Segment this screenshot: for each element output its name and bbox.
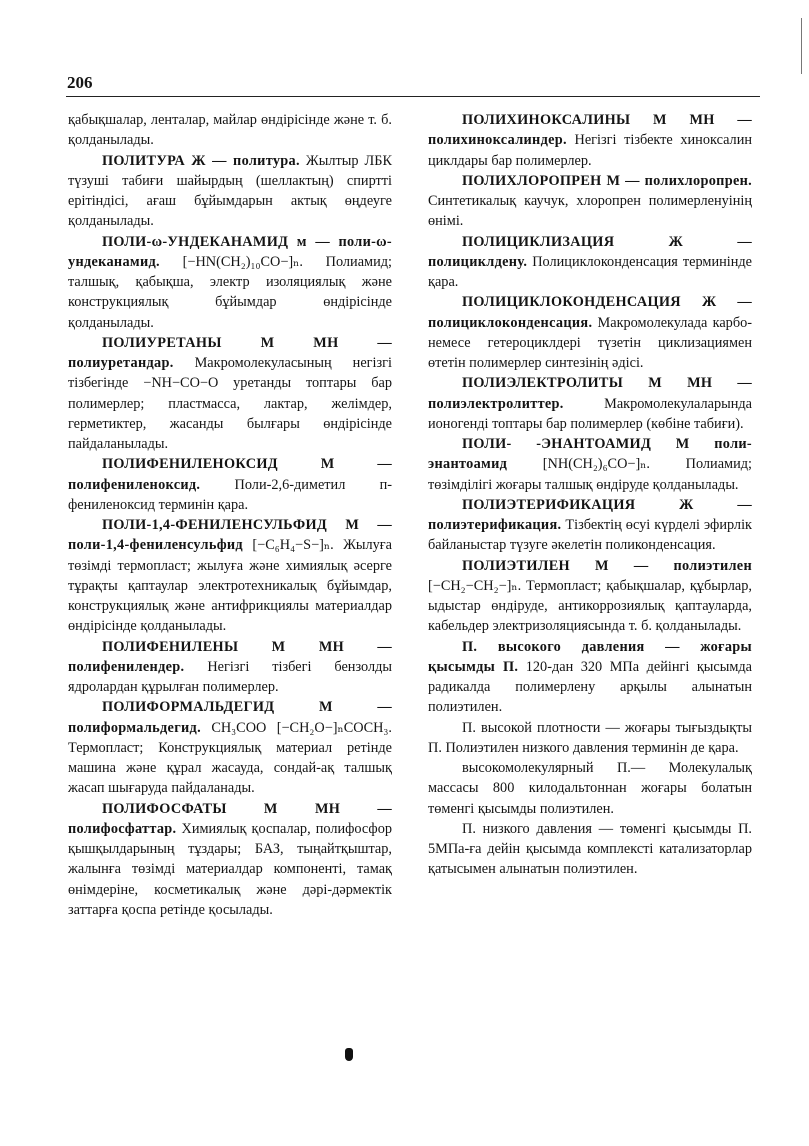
entry-definition: [−HN(CH₂)₁₀CO−]ₙ. Полиамид; талшық, қабықша, электр изоляциялық және конструкциялық бұйымдар өндірісінде қолданылады.	[68, 253, 392, 331]
dictionary-entry	[428, 819, 752, 880]
entry-headword: ПОЛИХИНОКСАЛИНЫ М МН — полихиноксалиндер.	[428, 112, 752, 149]
entry-headword: ПОЛИЦИКЛОКОНДЕНСАЦИЯ Ж — полициклоконденсация.	[428, 294, 752, 331]
entry-headword: ПОЛИЭТЕРИФИКАЦИЯ Ж — полиэтерификация.	[428, 496, 752, 533]
entry-definition: Поли-2,6-диметил п-фениленоксид терминін қара.	[68, 476, 392, 513]
dictionary-entry	[428, 637, 752, 718]
entry-definition: высокомолекулярный П.— Молекулалық массасы 800 килодальтоннан жоғары болатын төменгі қысымды полиэтилен.	[428, 760, 752, 817]
entry-definition: Синтетикалық каучук, хлоропрен полимерленуінің өнімі.	[428, 193, 752, 230]
entry-headword: ПОЛИЦИКЛИЗАЦИЯ Ж — полициклдену.	[428, 233, 752, 270]
entry-headword: ПОЛИ-ω-УНДЕКАНАМИД м — поли-ω-ундеканамид.	[68, 233, 392, 270]
dictionary-entry	[68, 637, 392, 698]
entry-headword: ПОЛИУРЕТАНЫ М МН — полиуретандар.	[68, 334, 392, 371]
entry-definition: Химиялық қоспалар, полифосфор қышқылдарының тұздары; БАЗ, тыңайтқыштар, жалынға төзімді материалдар компоненті, тамақ өнімдеріне, косметикалық және дәрі-дәрмектік заттарға қоспа ретінде қосылады.	[68, 820, 392, 918]
header-rule	[66, 96, 760, 97]
entry-headword: ПОЛИФЕНИЛЕНЫ М МН — полифенилендер.	[68, 638, 392, 675]
entry-headword: ПОЛИФОСФАТЫ М МН — полифосфаттар.	[68, 800, 392, 837]
dictionary-entry	[428, 495, 752, 556]
page-number: 206	[67, 73, 93, 92]
entry-definition: П. высокой плотности — жоғары тығыздықты П. Полиэтилен низкого давления терминін де қара.	[428, 719, 752, 756]
entry-headword: ПОЛИФЕНИЛЕНОКСИД М — полифениленоксид.	[68, 456, 392, 493]
edge-mark	[801, 18, 802, 74]
dictionary-entry	[428, 556, 752, 637]
entry-definition: Макромолекуласының негізгі тізбегінде −NH−CO−O уретанды топтары бар полимерлер; пластмасса, лактар, желімдер, герметиктер, жасанды былғары өндірісінде пайдаланылады.	[68, 355, 392, 452]
dictionary-entry	[68, 232, 392, 333]
entry-definition: [−C₆H₄−S−]ₙ. Жылуға төзімді термопласт; жылуға және химиялық әсерге тұрақты қаптаулар электротехникалық бұйымдар, конструкциялық және антифрикциялы материалдар өндірісінде қолданылады.	[68, 537, 392, 635]
right-column	[428, 110, 752, 880]
dictionary-entry	[428, 718, 752, 759]
entry-definition: Негізгі тізбегі бензолды ядролардан құрылған полимерлер.	[68, 658, 392, 695]
entry-definition: Макромолекулаларында ионогенді топтары бар полимерлер (көбіне табиғи).	[428, 395, 752, 432]
entry-definition: [NH(CH₂)₆CO−]ₙ. Полиамид; төзімділігі жоғары талшық өндіруде қолданылады.	[428, 456, 752, 493]
entry-definition: Тізбектің өсуі күрделі эфирлік байланыстар түзуге әкелетін поликонденсация.	[428, 517, 752, 554]
dictionary-entry	[68, 110, 392, 151]
dictionary-entry	[428, 232, 752, 293]
dictionary-entry	[68, 697, 392, 798]
dictionary-entry	[428, 434, 752, 495]
entry-definition: Жылтыр ЛБК түзуші табиғи шайырдың (шеллактың) спиртті ерітіндісі, ағаш бұйымдарын актық өңдеуге қолданылады.	[68, 152, 392, 230]
entry-definition: П. низкого давления — төменгі қысымды П. 5МПа-ға дейін қысымда комплексті катализаторлар қатысымен алынатын полиэтилен.	[428, 820, 752, 878]
dictionary-entry	[68, 333, 392, 455]
entry-definition: 120-дан 320 МПа дейінгі қысымда радикалда полимерлену арқылы алынатын полиэтилен.	[428, 658, 753, 716]
entry-definition: CH₃COO [−CH₂O−]ₙCOCH₃. Термопласт; Конструкциялық материал ретінде машина және құрал жасауда, сондай-ақ талшық жасап шығаруда пайдаланады.	[68, 719, 392, 797]
entry-headword: ПОЛИЭЛЕКТРОЛИТЫ М МН — полиэлектролиттер.	[428, 375, 752, 412]
dictionary-entry	[68, 151, 392, 232]
entry-headword: ПОЛИТУРА Ж — политура.	[102, 152, 300, 169]
dictionary-entry	[428, 292, 752, 373]
left-column	[68, 110, 392, 920]
entry-definition: Полициклоконденсация терминінде қара.	[428, 253, 752, 290]
entry-headword: ПОЛИ- -ЭНАНТОАМИД М поли- энантоамид	[428, 436, 752, 473]
entry-definition: [−CH₂−CH₂−]ₙ. Термопласт; қабықшалар, құбырлар, ыдыстар өндіруде, антикоррозиялық қаптауларда, кабельдер электризоляциясында т. б. қолданылады.	[428, 577, 752, 635]
entry-headword: ПОЛИЭТИЛЕН М — полиэтилен	[462, 557, 752, 574]
ink-dot	[345, 1048, 353, 1061]
dictionary-entry	[68, 799, 392, 921]
entry-definition: Негізгі тізбекте хиноксалин циклдары бар полимерлер.	[428, 132, 752, 169]
dictionary-entry	[428, 171, 752, 232]
dictionary-entry	[68, 454, 392, 515]
entry-definition: қабықшалар, ленталар, майлар өндірісінде және т. б. қолданылады.	[68, 112, 392, 149]
entry-definition: Макромолекулада карбо-немесе гетероциклдері түзетін циклизациямен өтетін полимерлер синтезінің әдісі.	[428, 314, 752, 371]
entry-headword: ПОЛИФОРМАЛЬДЕГИД М — полиформальдегид.	[68, 699, 392, 736]
entry-headword: ПОЛИХЛОРОПРЕН М — полихлоропрен.	[462, 172, 752, 189]
dictionary-entry	[68, 515, 392, 637]
entry-headword: П. высокого давления — жоғары қысымды П.	[428, 638, 752, 675]
dictionary-entry	[428, 110, 752, 171]
dictionary-entry	[428, 758, 752, 819]
entry-headword: ПОЛИ-1,4-ФЕНИЛЕНСУЛЬФИД М — поли-1,4-фениленсульфид	[68, 517, 392, 554]
dictionary-entry	[428, 373, 752, 434]
